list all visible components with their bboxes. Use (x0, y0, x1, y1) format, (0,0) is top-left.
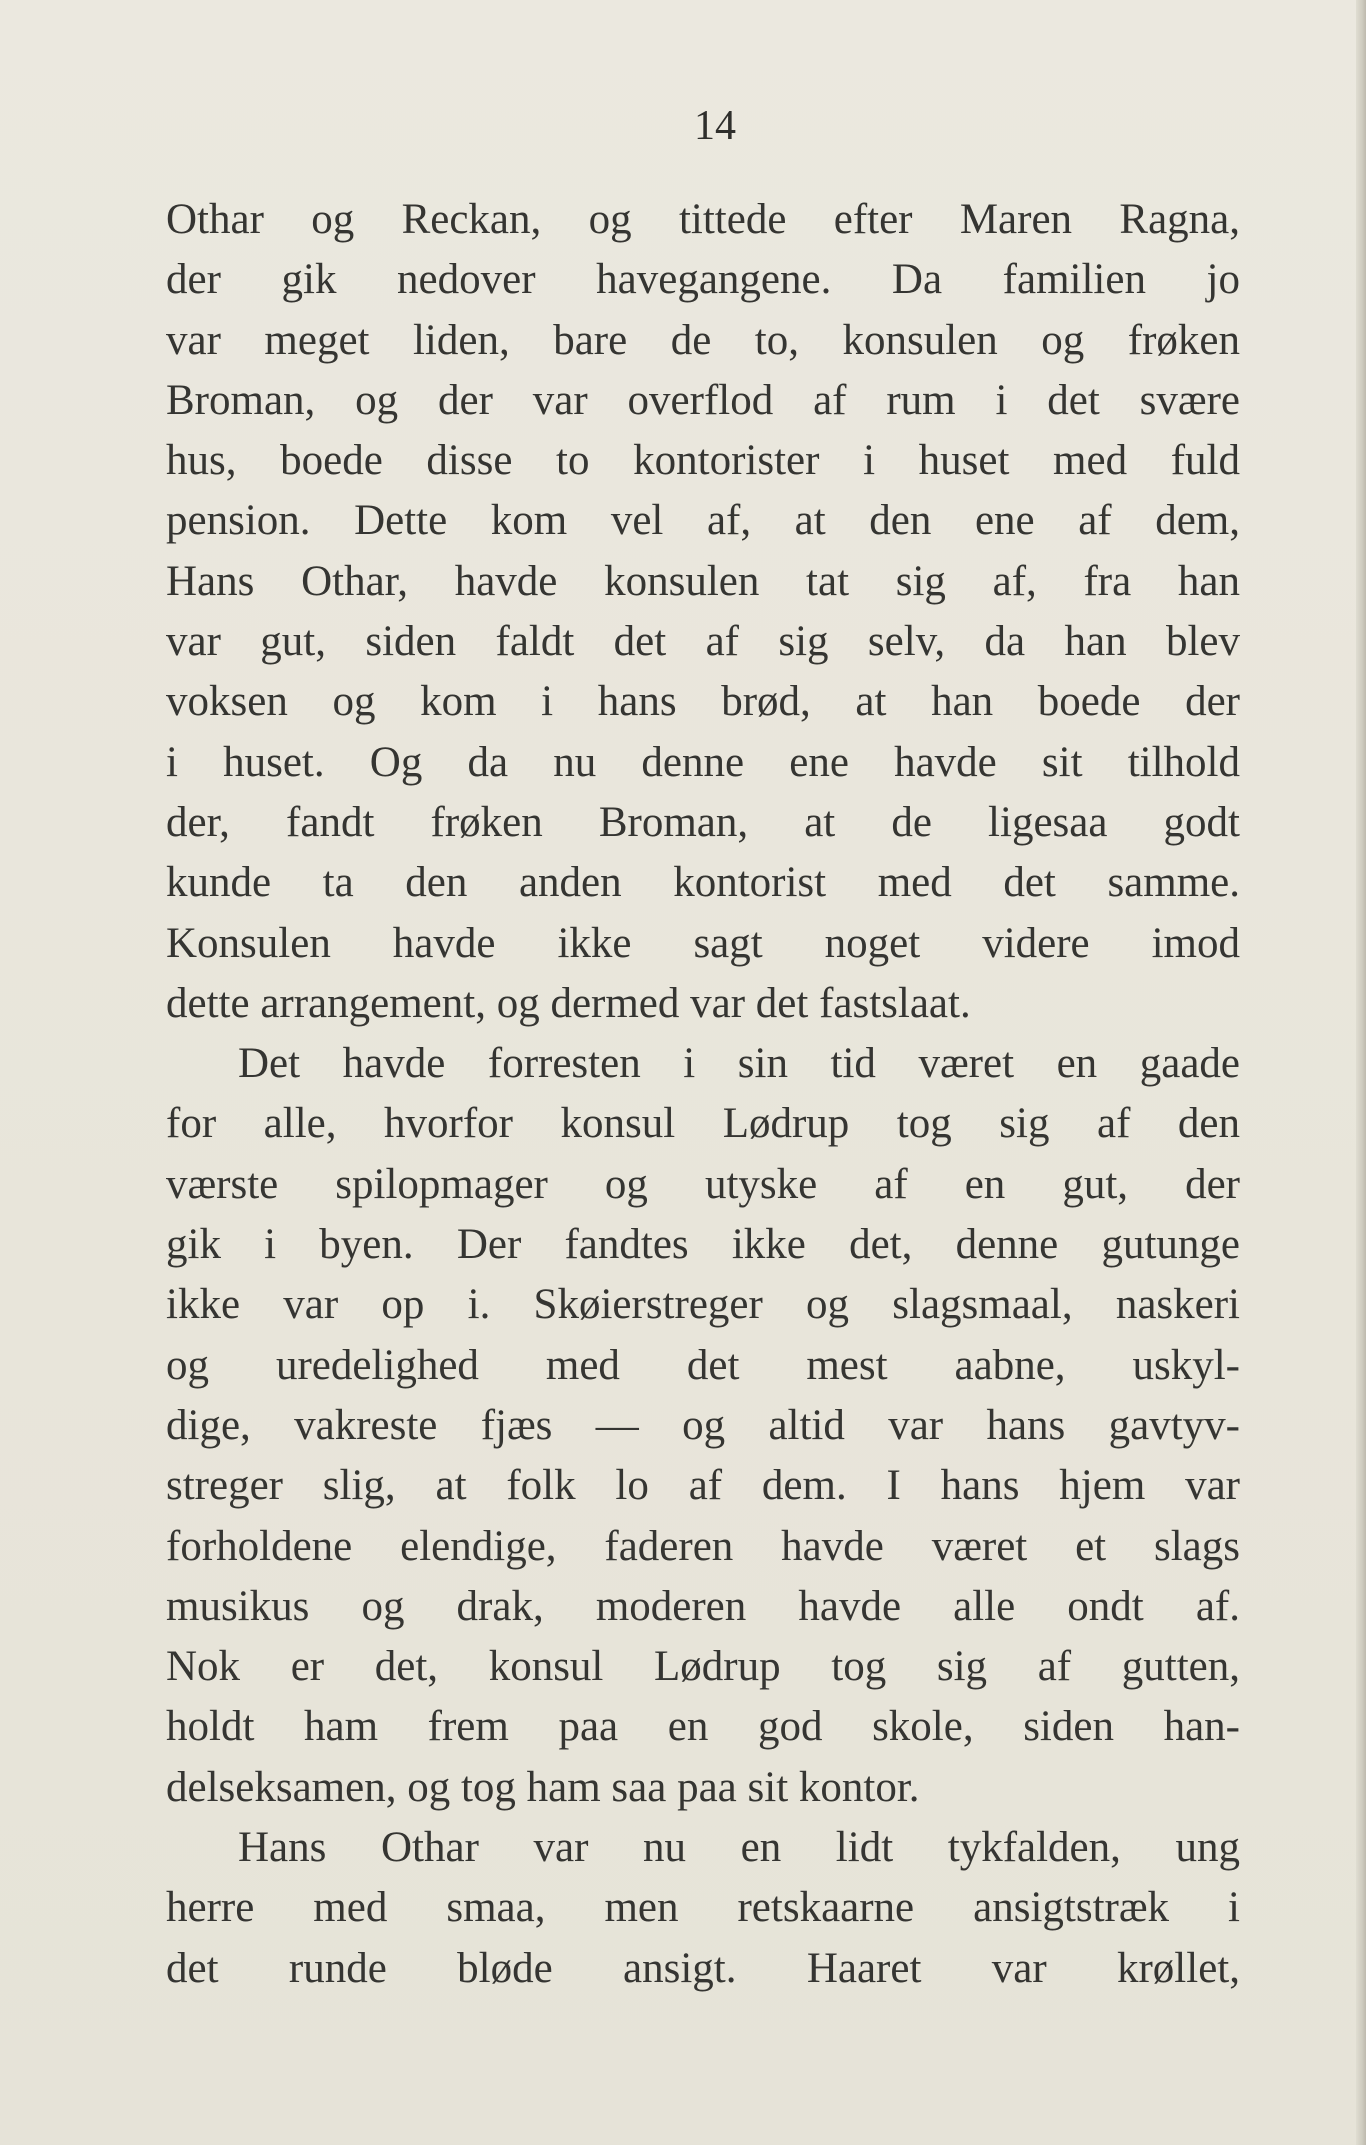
text-line: det runde bløde ansigt. Haaret var krøllet, (166, 1944, 1240, 1992)
text-line: Nok er det, konsul Lødrup tog sig af gutten, (166, 1643, 1240, 1691)
text-line: i huset. Og da nu denne ene havde sit tilhold (166, 738, 1240, 786)
text-line: var gut, siden faldt det af sig selv, da han blev (166, 618, 1240, 666)
text-line: for alle, hvorfor konsul Lødrup tog sig af den (166, 1100, 1240, 1148)
text-line: delseksamen, og tog ham saa paa sit kontor. (166, 1763, 920, 1811)
text-line: ikke var op i. Skøierstreger og slagsmaal, naskeri (166, 1281, 1240, 1329)
text-line: hus, boede disse to kontorister i huset med fuld (166, 437, 1240, 485)
text-line: der gik nedover havegangene. Da familien jo (166, 256, 1240, 304)
text-line: Hans Othar var nu en lidt tykfalden, ung (238, 1824, 1240, 1872)
text-line: streger slig, at folk lo af dem. I hans hjem var (166, 1462, 1240, 1510)
text-line: dette arrangement, og dermed var det fastslaat. (166, 979, 971, 1027)
text-line: voksen og kom i hans brød, at han boede der (166, 678, 1240, 726)
text-line: forholdene elendige, faderen havde været et slags (166, 1522, 1240, 1570)
text-line: Broman, og der var overflod af rum i det svære (166, 376, 1240, 424)
text-line: Hans Othar, havde konsulen tat sig af, fra han (166, 557, 1240, 605)
text-line: Det havde forresten i sin tid været en gaade (238, 1040, 1240, 1088)
text-line: der, fandt frøken Broman, at de ligesaa godt (166, 798, 1240, 846)
page-edge-shadow (1356, 0, 1366, 2145)
body-text (166, 190, 1240, 1999)
text-line: kunde ta den anden kontorist med det samme. (166, 859, 1240, 907)
text-line: gik i byen. Der fandtes ikke det, denne gutunge (166, 1221, 1240, 1269)
text-line: Othar og Reckan, og tittede efter Maren Ragna, (166, 196, 1240, 243)
text-line: herre med smaa, men retskaarne ansigtstræk i (166, 1884, 1240, 1932)
text-line: var meget liden, bare de to, konsulen og frøken (166, 316, 1240, 364)
text-line: og uredelighed med det mest aabne, uskyl- (166, 1341, 1240, 1389)
text-line: værste spilopmager og utyske af en gut, der (166, 1160, 1240, 1208)
text-line: dige, vakreste fjæs — og altid var hans gavtyv- (166, 1401, 1240, 1449)
page-number: 14 (694, 103, 736, 149)
text-line: Konsulen havde ikke sagt noget videre imod (166, 919, 1240, 967)
text-line: musikus og drak, moderen havde alle ondt af. (166, 1582, 1240, 1630)
text-line: pension. Dette kom vel af, at den ene af dem, (166, 497, 1240, 545)
text-line: holdt ham frem paa en god skole, siden han- (166, 1703, 1240, 1751)
